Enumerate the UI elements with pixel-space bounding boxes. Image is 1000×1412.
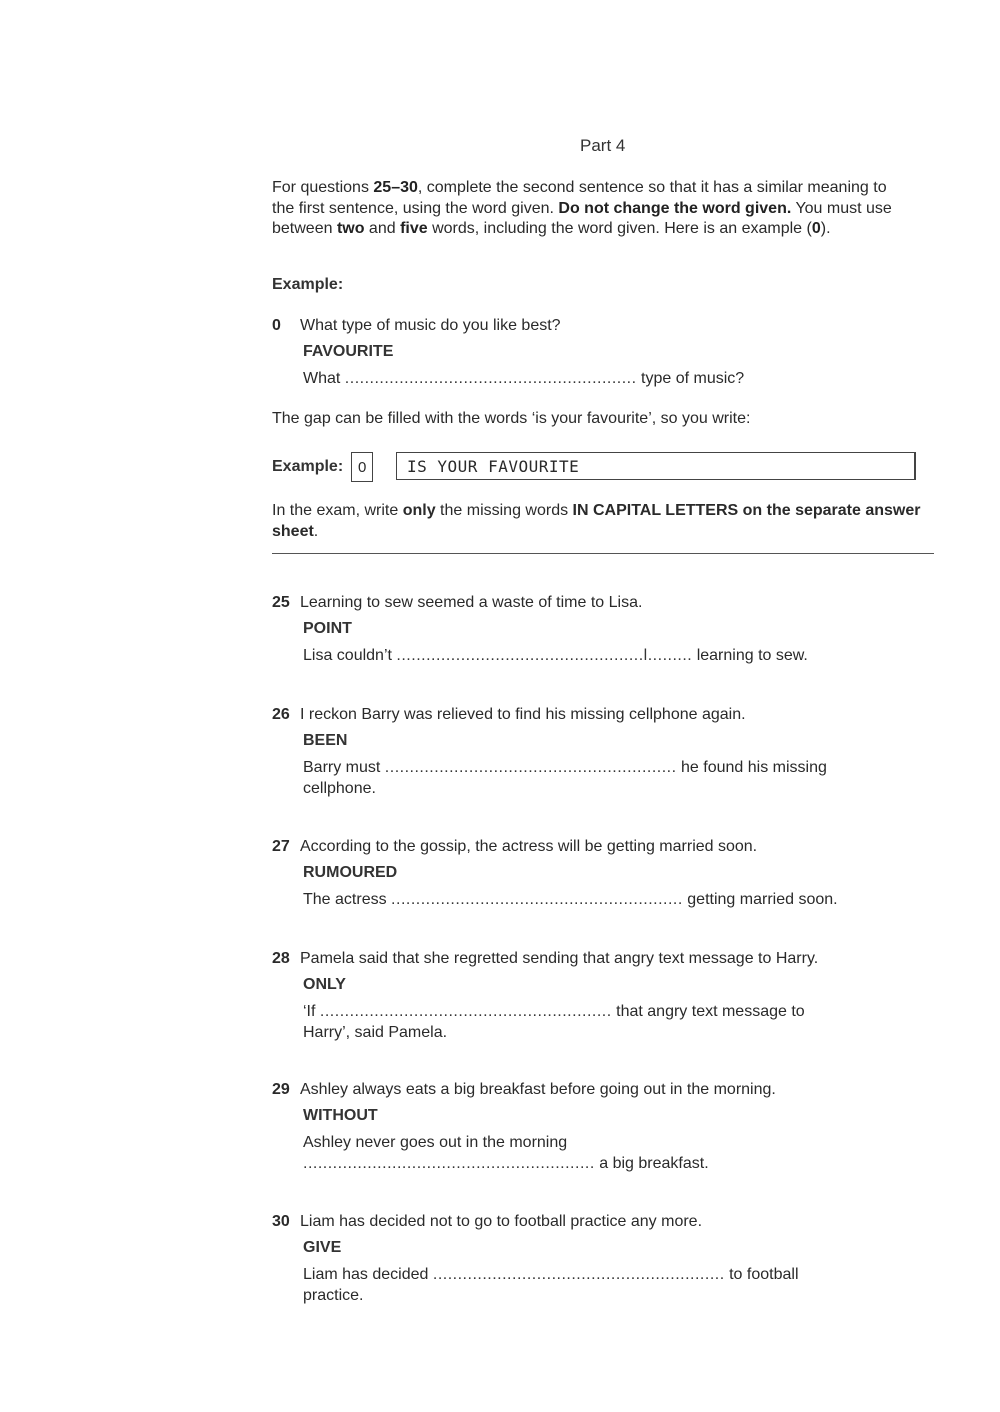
answer-line: What ........................................................... type of music?	[303, 370, 745, 387]
answer-line: ‘If ........................................................... that angry text message to Harry’, said Pamela.	[303, 1003, 805, 1041]
answer-gap: ...........................................................	[344, 370, 637, 387]
keyword: POINT	[303, 620, 352, 637]
question-25	[272, 593, 932, 666]
section-divider	[272, 553, 934, 554]
question-27	[272, 837, 932, 910]
keyword: WITHOUT	[303, 1107, 378, 1124]
answer-line: The actress ........................................................... getting married soon.	[303, 891, 838, 908]
question-sentence: I reckon Barry was relieved to find his missing cellphone again.	[300, 706, 746, 723]
question-28	[272, 949, 932, 1043]
answer-gap[interactable]: ...........................................................	[303, 1155, 595, 1172]
question-number: 26	[272, 706, 290, 723]
keyword: FAVOURITE	[303, 343, 394, 360]
answer-line: Barry must ........................................................... he found his missing cellphone.	[303, 759, 827, 797]
question-30	[272, 1212, 932, 1306]
question-sentence: Pamela said that she regretted sending that angry text message to Harry.	[300, 950, 819, 967]
question-sentence: Liam has decided not to go to football practice any more.	[300, 1213, 703, 1230]
question-sentence: According to the gossip, the actress will be getting married soon.	[300, 838, 758, 855]
keyword: RUMOURED	[303, 864, 398, 881]
part-title: Part 4	[580, 136, 626, 155]
example-heading: Example:	[272, 276, 344, 293]
question-number: 30	[272, 1213, 290, 1230]
example-answer-row	[272, 452, 373, 482]
answer-gap[interactable]: ..................................................l.........	[396, 647, 693, 664]
question-26	[272, 705, 932, 799]
gap-explanation: The gap can be filled with the words ‘is your favourite’, so you write:	[272, 410, 751, 427]
answer-line: Liam has decided ........................................................... to football practice.	[303, 1266, 799, 1304]
question-number: 27	[272, 838, 290, 855]
question-sentence: What type of music do you like best?	[300, 317, 561, 334]
example-box-label: Example:	[272, 458, 344, 475]
example-box-number: 0	[351, 452, 373, 482]
answer-gap[interactable]: ...........................................................	[432, 1266, 725, 1283]
answer-line: Ashley never goes out in the morning ........................................................... a big breakfast.	[303, 1134, 709, 1172]
question-number: 28	[272, 950, 290, 967]
example-answer-box: IS YOUR FAVOURITE	[396, 452, 916, 480]
keyword: BEEN	[303, 732, 348, 749]
answer-gap[interactable]: ...........................................................	[391, 891, 683, 908]
example-question	[272, 316, 932, 389]
question-sentence: Ashley always eats a big breakfast before going out in the morning.	[300, 1081, 776, 1098]
keyword: GIVE	[303, 1239, 342, 1256]
answer-line: Lisa couldn’t ..................................................l......... learning to sew.	[303, 647, 808, 664]
exam-instruction: In the exam, write only the missing words IN CAPITAL LETTERS on the separate answer sheet.	[272, 502, 921, 540]
question-number: 25	[272, 594, 290, 611]
question-number: 29	[272, 1081, 290, 1098]
question-number: 0	[272, 317, 281, 334]
answer-gap[interactable]: ...........................................................	[384, 759, 677, 776]
keyword: ONLY	[303, 976, 346, 993]
answer-gap[interactable]: ...........................................................	[319, 1003, 612, 1020]
instructions-paragraph: For questions 25–30, complete the second sentence so that it has a similar meaning to the first sentence, using the word given. Do not change the word given. You must use between two and five words, including the word given. Here is an example (0).	[272, 179, 892, 237]
question-29	[272, 1080, 932, 1174]
question-sentence: Learning to sew seemed a waste of time to Lisa.	[300, 594, 643, 611]
